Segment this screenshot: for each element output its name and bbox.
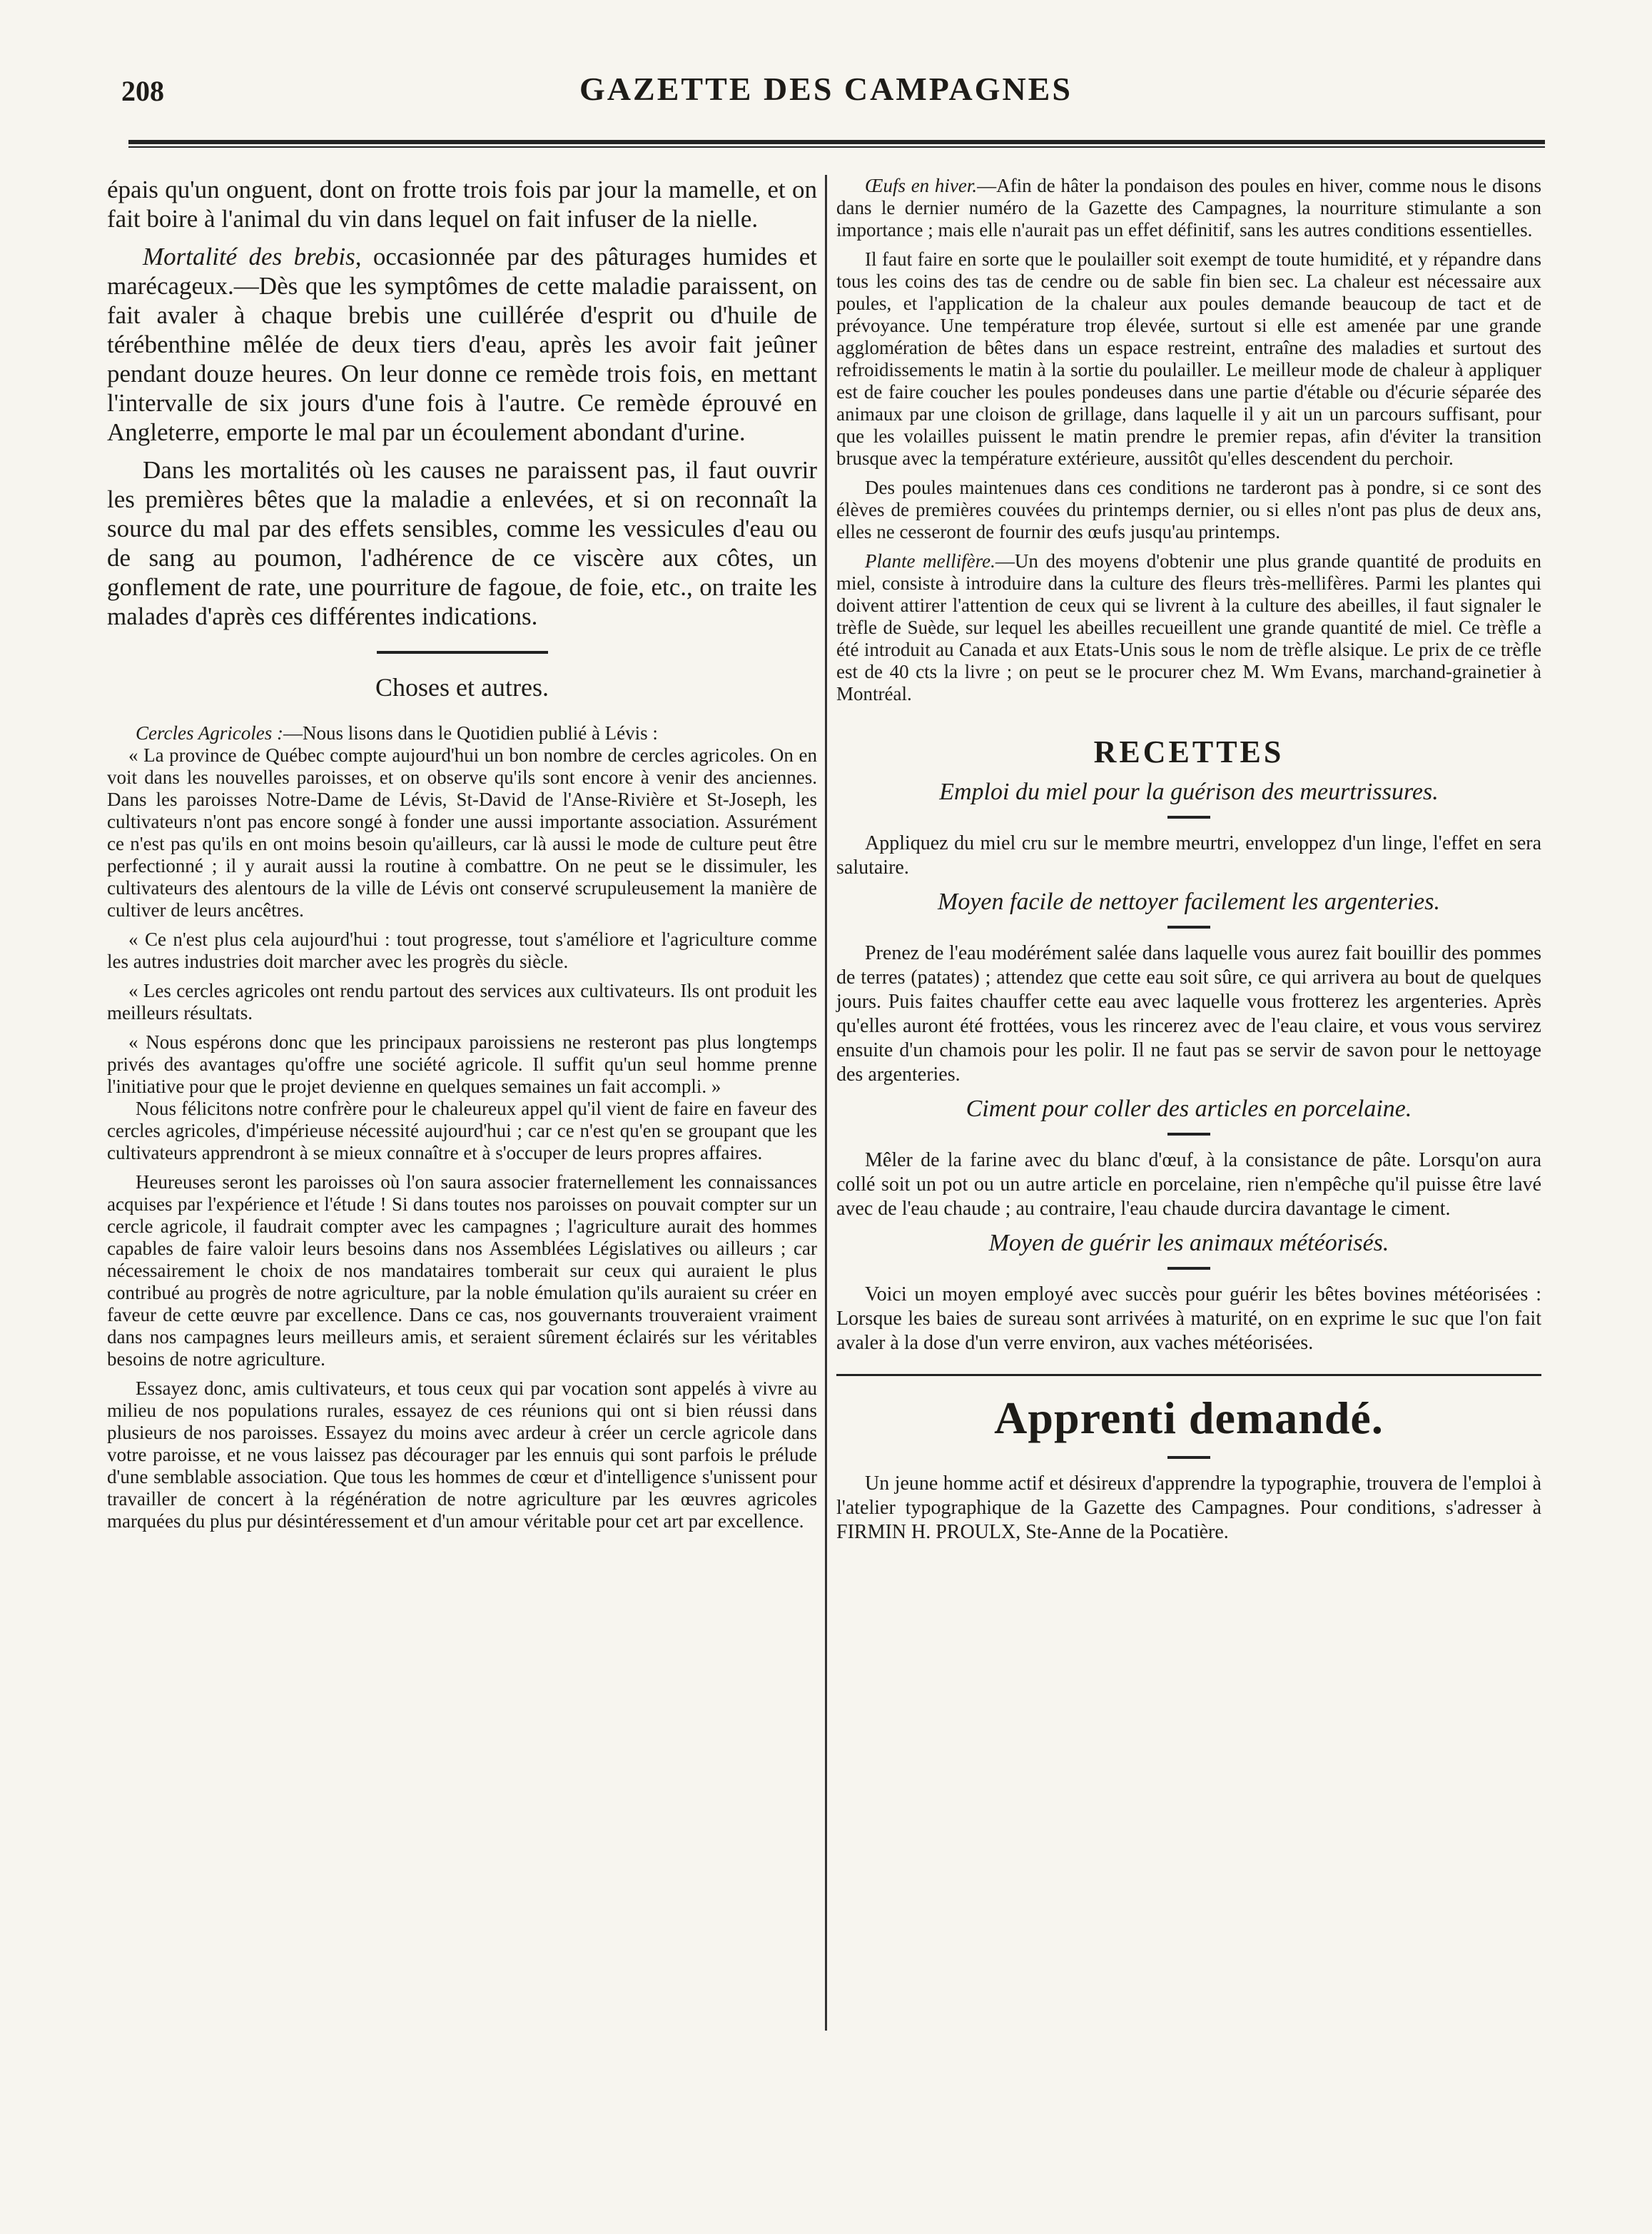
paragraph: Des poules maintenues dans ces conditions ne tarderont pas à pondre, si ce sont des élèves de premières couvées du printemps dernier, ou si elles n'ont pas plus de deux ans, elles ne cesseront de fournir des œufs jusqu'au printemps. — [836, 477, 1541, 542]
paragraph-text: —Nous lisons dans le Quotidien publié à Lévis : — [283, 722, 658, 744]
lead-in: Mortalité des brebis, — [143, 243, 362, 271]
ornament-divider — [1167, 1267, 1210, 1270]
recipe-title: Moyen facile de nettoyer facilement les argenteries. — [938, 889, 1440, 915]
quote-paragraph: « Nous espérons donc que les principaux paroissiens ne resteront pas plus longtemps privés des avantages qu'offre une société agricole. Il suffit qu'un seul homme prenne l'initiative pour que le projet devienne en quelques semaines un fait accompli. » — [107, 1031, 817, 1097]
quote-paragraph: « Ce n'est plus cela aujourd'hui : tout progresse, tout s'améliore et l'agriculture comme les autres industries doit marcher avec les progrès du siècle. — [107, 929, 817, 972]
recipe — [836, 780, 1541, 880]
ornament-divider — [1167, 1456, 1210, 1459]
paragraph — [836, 175, 1541, 241]
right-column — [836, 175, 1541, 1545]
ornament-divider — [1167, 816, 1210, 819]
recettes-title: RECETTES — [1093, 734, 1284, 769]
paragraph: Nous félicitons notre confrère pour le chaleureux appel qu'il vient de faire en faveur des cercles agricoles, d'impérieuse nécessité aujourd'hui ; car ce n'est qu'en se groupant que les cultivateurs apprendront à se mieux connaître et à s'occuper de leurs propres affaires. — [107, 1098, 817, 1163]
paragraph: Essayez donc, amis cultivateurs, et tous ceux qui par vocation sont appelés à vivre au milieu de nos populations rurales, essayez de ces réunions qui ont si bien réussi dans plusieurs de nos paroisses. Essayez du moins avec ardeur à créer un cercle agricole dans votre paroisse, et ne vous laissez pas décourager par les ennuis qui sont parfois le prélude d'une semblable association. Que tous les hommes de cœur et d'intelligence s'unissent pour travailler de concert à la régénération de notre agriculture par les œuvres agricoles marquées du plus pur désintéressement et d'un amour véritable pour cet art par excellence. — [107, 1378, 817, 1532]
advertisement-title: Apprenti demandé. — [994, 1393, 1384, 1443]
paragraph — [107, 722, 817, 744]
recipe-text: Mêler de la farine avec du blanc d'œuf, à la consistance de pâte. Lorsqu'on aura collé soit un pot ou un autre article en porcelaine, rien n'empêche qu'il puisse être lavé avec de l'eau chaude ; au contraire, l'eau chaude durcira davantage le ciment. — [836, 1149, 1541, 1220]
lead-in: Cercles Agricoles : — [136, 722, 283, 744]
ornament-divider — [377, 651, 548, 654]
section-title: Choses et autres. — [375, 673, 549, 702]
section-rule — [836, 1374, 1541, 1376]
paragraph — [836, 550, 1541, 705]
recipe-title: Moyen de guérir les animaux météorisés. — [988, 1230, 1389, 1256]
paragraph: Il faut faire en sorte que le poulailler soit exempt de toute humidité, et y répandre dans tous les coins des tas de cendre ou de sable fin bien sec. La chaleur est nécessaire aux poules, et l'application de la chaleur aux poules demande beaucoup de tact et de prévoyance. Une température trop élevée, surtout si elle est amenée par une grande agglomération de bêtes dans un espace restreint, entraîne des maladies et surtout des refroidissements le matin à la sortie du poulailler. Le meilleur mode de chaleur à appliquer est de faire coucher les poules pondeuses dans une partie d'étable ou d'écurie séparée des animaux par une cloison de grillage, dans laquelle il y ait un un parcours suffisant, pour que les volailles puissent le matin prendre le premier repas, afin d'éviter la transition brusque avec la température extérieure, aussitôt qu'elles descendent du perchoir. — [836, 248, 1541, 469]
quote-paragraph: « La province de Québec compte aujourd'hui un bon nombre de cercles agricoles. On en voit dans les nouvelles paroisses, et on observe qu'ils sont encore à venir des anciennes. Dans les paroisses Notre-Dame de Lévis, St-David de l'Anse-Rivière et St-Joseph, les cultivateurs n'ont pas encore songé à fonder une aussi importante association. Assurément ce n'est pas qu'ils en ont moins besoin qu'ailleurs, car là aussi le mode de culture peut être perfectionné ; il y aurait aussi la routine à combattre. On ne peut se le dissimuler, les cultivateurs des alentours de la ville de Lévis ont conservé scrupuleusement la manière de cultiver de leurs ancêtres. — [107, 744, 817, 921]
recipe — [836, 1231, 1541, 1355]
ornament-divider — [1167, 926, 1210, 929]
lead-in: Œufs en hiver. — [865, 175, 978, 196]
paragraph-text: —Un des moyens d'obtenir une plus grande quantité de produits en miel, consiste à introduire dans la culture des fleurs très-mellifères. Parmi les plantes qui doivent attirer l'attention de ceux qui se livrent à la culture des abeilles, il faut signaler le trèfle de Suède, sur lequel les abeilles recueillent une grande quantité de miel. Ce trèfle a été introduit au Canada et aux Etats-Unis sous le nom de trèfle alsique. Le prix de ce trèfle est de 40 cts la livre ; on peut se le procurer chez M. Wm Evans, marchand-grainetier à Montréal. — [836, 550, 1541, 704]
left-upper-text — [107, 175, 817, 631]
quote-paragraph: « Les cercles agricoles ont rendu partout des services aux cultivateurs. Ils ont produit les meilleurs résultats. — [107, 980, 817, 1024]
paragraph: Heureuses seront les paroisses où l'on saura associer fraternellement les connaissances acquises par l'expérience et l'étude ! Si dans toutes nos paroisses on pouvait compter sur un cercle agricole, il faudrait compter avec les campagnes ; l'agriculture aurait des hommes capables de faire valoir leurs besoins dans nos Assemblées Législatives ou ailleurs ; car nécessairement le choix de nos mandataires tomberait sur ceux qui auraient le plus contribué au progrès de notre agriculture, par la noble émulation qu'ils auraient su créer en faveur de cette œuvre par excellence. Dans ce cas, nos gouvernants trouveraient vraiment dans nos campagnes leurs meilleurs amis, et seraient sûrement éclairés sur les véritables besoins de notre agriculture. — [107, 1171, 817, 1370]
paragraph — [107, 242, 817, 447]
paragraph-text: —Afin de hâter la pondaison des poules en hiver, comme nous le disons dans le dernier numéro de la Gazette des Campagnes, la nourriture stimulante a son importance ; mais elle n'aurait pas un effet définitif, sans les autres conditions essentielles. — [836, 175, 1541, 241]
right-upper-text — [836, 175, 1541, 705]
page-number: 208 — [121, 75, 164, 107]
paragraph: Dans les mortalités où les causes ne paraissent pas, il faut ouvrir les premières bêtes que la maladie a enlevées, et si on reconnaît la source du mal par des effets sensibles, comme les vessicules d'eau ou de sang au poumon, l'adhérence de ce viscère aux côtes, un gonflement de rate, une pourriture de fagoue, de foie, etc., on traite les malades d'après ces différentes indications. — [107, 456, 817, 630]
advertisement-body — [836, 1472, 1541, 1545]
ornament-divider — [1167, 1133, 1210, 1136]
recipe-text: Appliquez du miel cru sur le membre meurtri, enveloppez d'un linge, l'effet en sera salutaire. — [836, 832, 1541, 879]
quote-block — [107, 744, 817, 1098]
column-divider — [825, 175, 827, 2031]
recipe — [836, 890, 1541, 1087]
masthead-title: GAZETTE DES CAMPAGNES — [579, 71, 1073, 107]
lead-in: Plante mellifère. — [865, 550, 995, 572]
advertisement-text: Un jeune homme actif et désireux d'apprendre la typographie, trouvera de l'emploi à l'atelier typographique de la Gazette des Campagnes. Pour conditions, s'adresser à FIRMIN H. PROULX, Ste-Anne de la Pocatière. — [836, 1472, 1541, 1543]
left-column — [107, 175, 817, 1532]
recipe — [836, 1097, 1541, 1221]
header-rule — [128, 140, 1545, 148]
paragraph-text: occasionnée par des pâturages humides et marécageux.—Dès que les symptômes de cette maladie paraissent, on fait avaler à chaque brebis une cuillérée d'esprit ou d'huile de térébenthine mêlée de deux tiers d'eau, après les avoir fait jeûner pendant douze heures. On leur donne ce remède trois fois, en mettant l'intervalle de six jours d'une fois à l'autre. Ce remède éprouvé en Angleterre, emporte le mal par un écoulement abondant d'urine. — [107, 243, 817, 446]
paragraph: épais qu'un onguent, dont on frotte trois fois par jour la mamelle, et on fait boire à l'animal du vin dans lequel on fait infuser de la nielle. — [107, 176, 817, 233]
recipe-text: Prenez de l'eau modérément salée dans laquelle vous aurez fait bouillir des pommes de terres (patates) ; attendez que cette eau soit sûre, ce qui arrivera au bout de quelques jours. Puis faites chauffer cette eau avec laquelle vous frotterez les argenteries. Après qu'elles auront été frottées, vous les rincerez avec de l'eau claire, et vous vous servirez ensuite d'un chamois pour les polir. Il ne faut pas se servir de savon pour le nettoyage des argenteries. — [836, 942, 1541, 1086]
left-lower-text — [107, 722, 817, 1532]
recipe-title: Emploi du miel pour la guérison des meurtrissures. — [939, 779, 1439, 805]
recipe-text: Voici un moyen employé avec succès pour guérir les bêtes bovines météorisées : Lorsque les baies de sureau sont arrivées à maturité, on en exprime le suc que l'on fait avaler à la dose d'un verre environ, aux vaches météorisées. — [836, 1283, 1541, 1354]
recipe-title: Ciment pour coller des articles en porcelaine. — [966, 1096, 1412, 1122]
recipes-section — [836, 780, 1541, 1355]
